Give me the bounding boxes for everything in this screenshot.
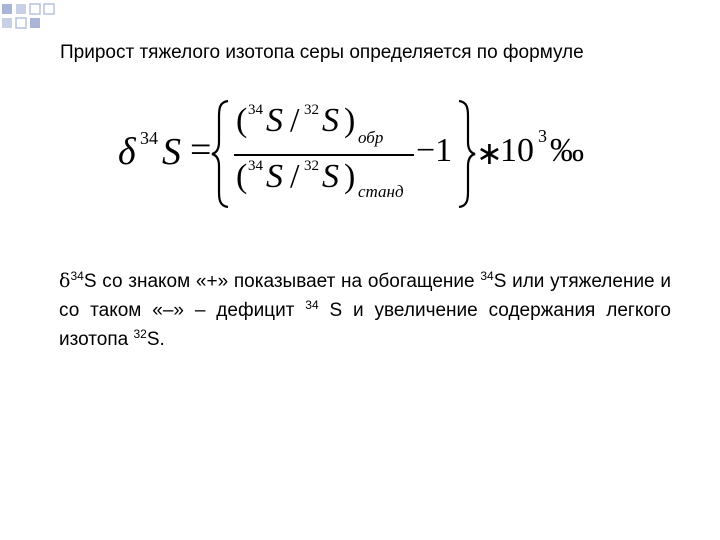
- explanation-text: [59, 267, 671, 354]
- decorative-squares: [0, 0, 60, 40]
- body-part3: S и увеличение содержания легкого изотопа: [59, 300, 671, 350]
- den-sup1: 34: [248, 158, 263, 174]
- deco-square: [2, 4, 12, 14]
- num-sup1: 34: [248, 102, 263, 118]
- body-delta: δ: [59, 270, 71, 292]
- num-sup2: 32: [304, 102, 319, 118]
- formula-delta: δ: [118, 131, 136, 173]
- formula-equals: =: [190, 129, 212, 171]
- body-part1: S со знаком «+» показывает на обогащение: [83, 271, 481, 292]
- deco-square: [16, 18, 26, 28]
- right-brace: [455, 98, 477, 210]
- num-s1: S: [266, 102, 283, 139]
- slide-title: Прирост тяжелого изотопа серы определяется по формуле: [60, 42, 584, 63]
- den-sup2: 32: [304, 158, 319, 174]
- formula-star: ∗: [476, 135, 503, 171]
- deco-square: [30, 4, 40, 14]
- num-close-paren: ): [344, 102, 356, 139]
- num-open-paren: (: [236, 102, 248, 139]
- isotope-formula: [118, 98, 598, 210]
- den-slash: /: [290, 158, 300, 195]
- formula-ten: 10: [500, 132, 534, 169]
- den-subscript: станд: [358, 182, 404, 201]
- explanation-paragraph: [59, 267, 671, 354]
- formula-lhs-s: S: [162, 131, 181, 173]
- formula-permil: ‰: [550, 132, 584, 169]
- formula-minus-one: −1: [416, 132, 453, 169]
- deco-square: [30, 18, 40, 28]
- formula-lhs-sup: 34: [140, 128, 158, 148]
- left-brace: [210, 98, 232, 210]
- deco-square: [16, 4, 26, 14]
- body-sup-34a: 34: [70, 269, 84, 283]
- body-part2: S или утяжеление и со таком «–» – дефицит: [59, 271, 671, 321]
- body-part4: S.: [146, 329, 165, 350]
- den-s2: S: [322, 158, 339, 195]
- deco-square: [44, 4, 54, 14]
- den-close-paren: ): [344, 158, 356, 195]
- num-s2: S: [322, 102, 339, 139]
- body-sup-32: 32: [133, 327, 147, 341]
- den-open-paren: (: [236, 158, 248, 195]
- deco-square: [2, 18, 12, 28]
- body-sup-34c: 34: [305, 298, 319, 312]
- fraction-bar: [234, 154, 414, 156]
- formula-exp: 3: [538, 126, 547, 146]
- num-slash: /: [290, 102, 300, 139]
- body-sup-34b: 34: [480, 269, 494, 283]
- den-s1: S: [266, 158, 283, 195]
- num-subscript: обр: [358, 128, 384, 147]
